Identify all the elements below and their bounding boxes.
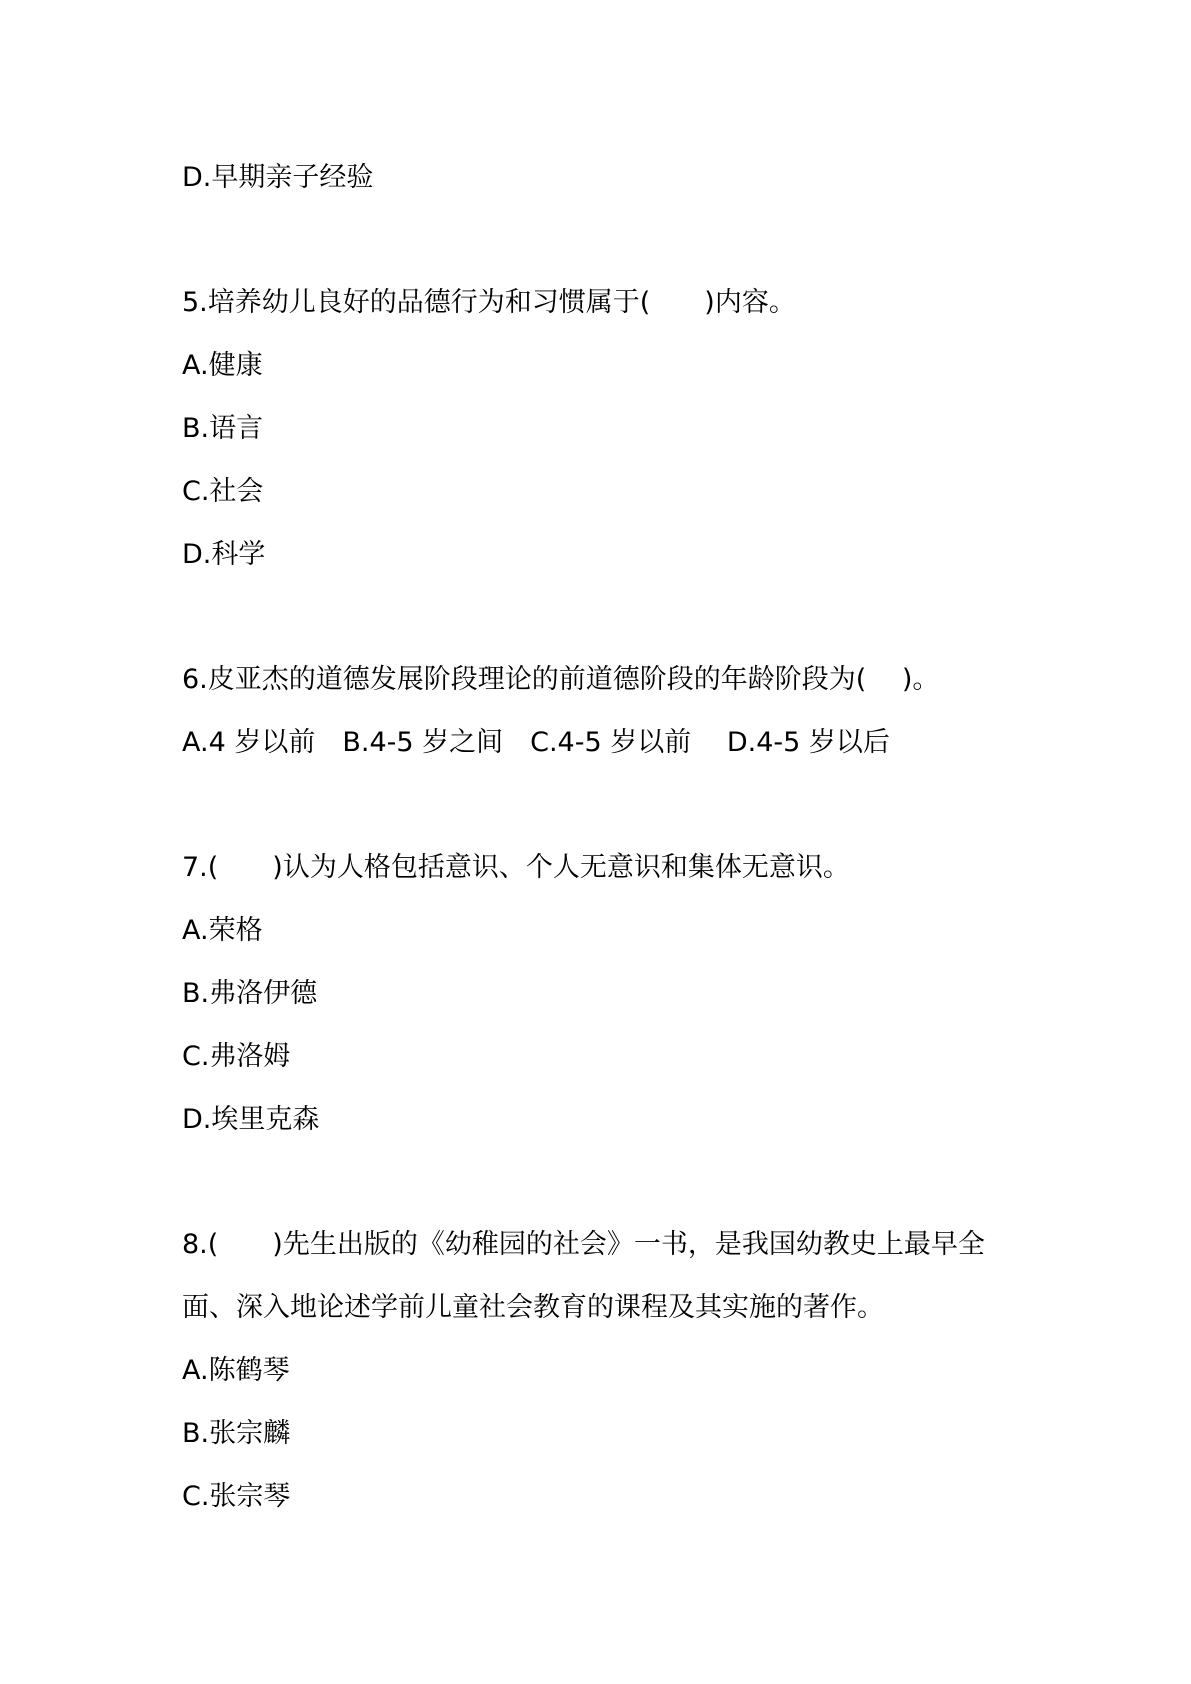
option-b-q5: B.语言 <box>182 413 264 444</box>
option-d-q5: D.科学 <box>182 539 266 570</box>
option-b-q8: B.张宗麟 <box>182 1418 291 1449</box>
option-a-q5: A.健康 <box>182 350 263 381</box>
question-7: 7.( )认为人格包括意识、个人无意识和集体无意识。 <box>182 852 850 883</box>
option-a-q7: A.荣格 <box>182 915 263 946</box>
question-8-line-2: 面、深入地论述学前儿童社会教育的课程及其实施的著作。 <box>182 1292 884 1323</box>
question-6: 6.皮亚杰的道德发展阶段理论的前道德阶段的年龄阶段为( )。 <box>182 664 940 695</box>
option-c-q7: C.弗洛姆 <box>182 1041 291 1072</box>
option-c-q5: C.社会 <box>182 476 264 507</box>
question-5: 5.培养幼儿良好的品德行为和习惯属于( )内容。 <box>182 287 796 318</box>
option-d-q7: D.埃里克森 <box>182 1104 320 1135</box>
option-a-q8: A.陈鹤琴 <box>182 1355 290 1386</box>
question-8-line-1: 8.( )先生出版的《幼稚园的社会》一书，是我国幼教史上最早全 <box>182 1229 985 1260</box>
option-d-q4: D.早期亲子经验 <box>182 162 374 193</box>
option-c-q8: C.张宗琴 <box>182 1481 291 1512</box>
option-b-q7: B.弗洛伊德 <box>182 978 318 1009</box>
options-q6: A.4 岁以前 B.4-5 岁之间 C.4-5 岁以前 D.4-5 岁以后 <box>182 727 890 758</box>
